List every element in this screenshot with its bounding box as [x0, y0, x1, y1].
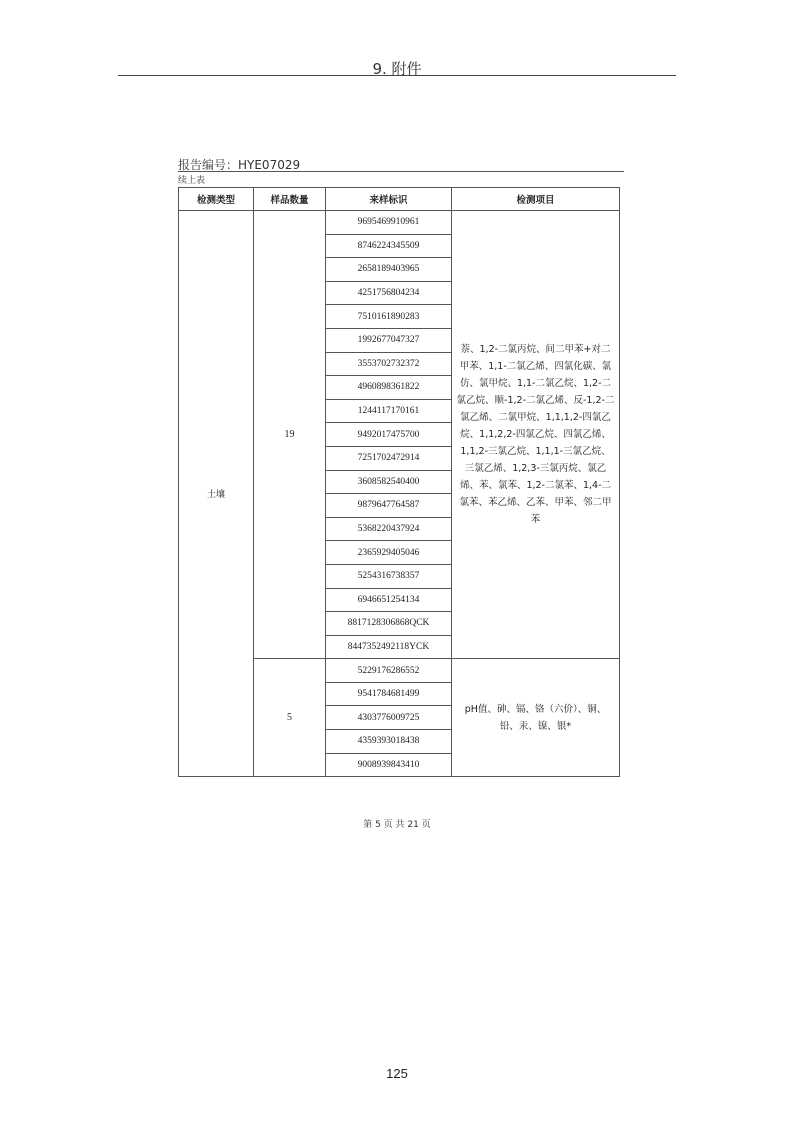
sample-id-cell: 8447352492118YCK [326, 635, 452, 659]
header-rule [118, 75, 676, 76]
sample-id-cell: 9879647764587 [326, 494, 452, 518]
sample-id-cell: 5229176286552 [326, 659, 452, 683]
sample-id-cell: 3608582540400 [326, 470, 452, 494]
sample-count-cell: 5 [254, 659, 326, 777]
sample-id-cell: 6946651254134 [326, 588, 452, 612]
sample-id-cell: 2658189403965 [326, 258, 452, 282]
header-sample-count: 样品数量 [254, 188, 326, 211]
sample-count-cell: 19 [254, 211, 326, 659]
header-test-items: 检测项目 [452, 188, 620, 211]
sample-id-cell: 1244117170161 [326, 399, 452, 423]
page-header-title: 9. 附件 [372, 60, 422, 78]
sample-id-cell: 1992677047327 [326, 328, 452, 352]
sample-id-cell: 8817128306868QCK [326, 612, 452, 636]
sample-id-cell: 9695469910961 [326, 211, 452, 235]
sample-id-cell: 5254316738357 [326, 564, 452, 588]
test-items-cell: 萘、1,2-二氯丙烷、间二甲苯+对二甲苯、1,1-二氯乙烯、四氯化碳、氯仿、氯甲烷、1,1-二氯乙烷、1,2-二氯乙烷、顺-1,2-二氯乙烯、反-1,2-二氯乙烯、二氯甲烷、1,1,1,2-四氯乙烷、1,1,2,2-四氯乙烷、四氯乙烯、1,1,2-三氯乙烷、1,1,1-三氯乙烷、三氯乙烯、1,2,3-三氯丙烷、氯乙烯、苯、氯苯、1,2-二氯苯、1,4-二氯苯、苯乙烯、乙苯、甲苯、邻二甲苯 [452, 211, 620, 659]
report-rule [178, 171, 624, 172]
header-detect-type: 检测类型 [179, 188, 254, 211]
sample-id-cell: 7251702472914 [326, 446, 452, 470]
sample-id-cell: 4960898361822 [326, 376, 452, 400]
page-indicator: 第 5 页 共 21 页 [363, 820, 431, 830]
sample-id-cell: 3553702732372 [326, 352, 452, 376]
detect-type-cell: 土壤 [179, 211, 254, 777]
sample-id-cell: 7510161890283 [326, 305, 452, 329]
test-items-cell: pH值、砷、镉、铬（六价）、铜、铅、汞、镍、银* [452, 659, 620, 777]
sample-id-cell: 4359393018438 [326, 730, 452, 754]
report-number: 报告编号：HYE07029 [178, 158, 301, 172]
table-row [179, 211, 620, 235]
continued-label: 续上表 [178, 176, 206, 186]
footer-page-number: 125 [386, 1066, 408, 1081]
sample-id-cell: 9492017475700 [326, 423, 452, 447]
results-table [178, 187, 620, 777]
sample-id-cell: 4303776009725 [326, 706, 452, 730]
sample-id-cell: 5368220437924 [326, 517, 452, 541]
header-sample-id: 来样标识 [326, 188, 452, 211]
sample-id-cell: 8746224345509 [326, 234, 452, 258]
table-header-row [179, 188, 620, 211]
sample-id-cell: 2365929405046 [326, 541, 452, 565]
sample-id-cell: 9008939843410 [326, 753, 452, 777]
sample-id-cell: 4251756804234 [326, 281, 452, 305]
sample-id-cell: 9541784681499 [326, 682, 452, 706]
table-body [179, 211, 620, 777]
